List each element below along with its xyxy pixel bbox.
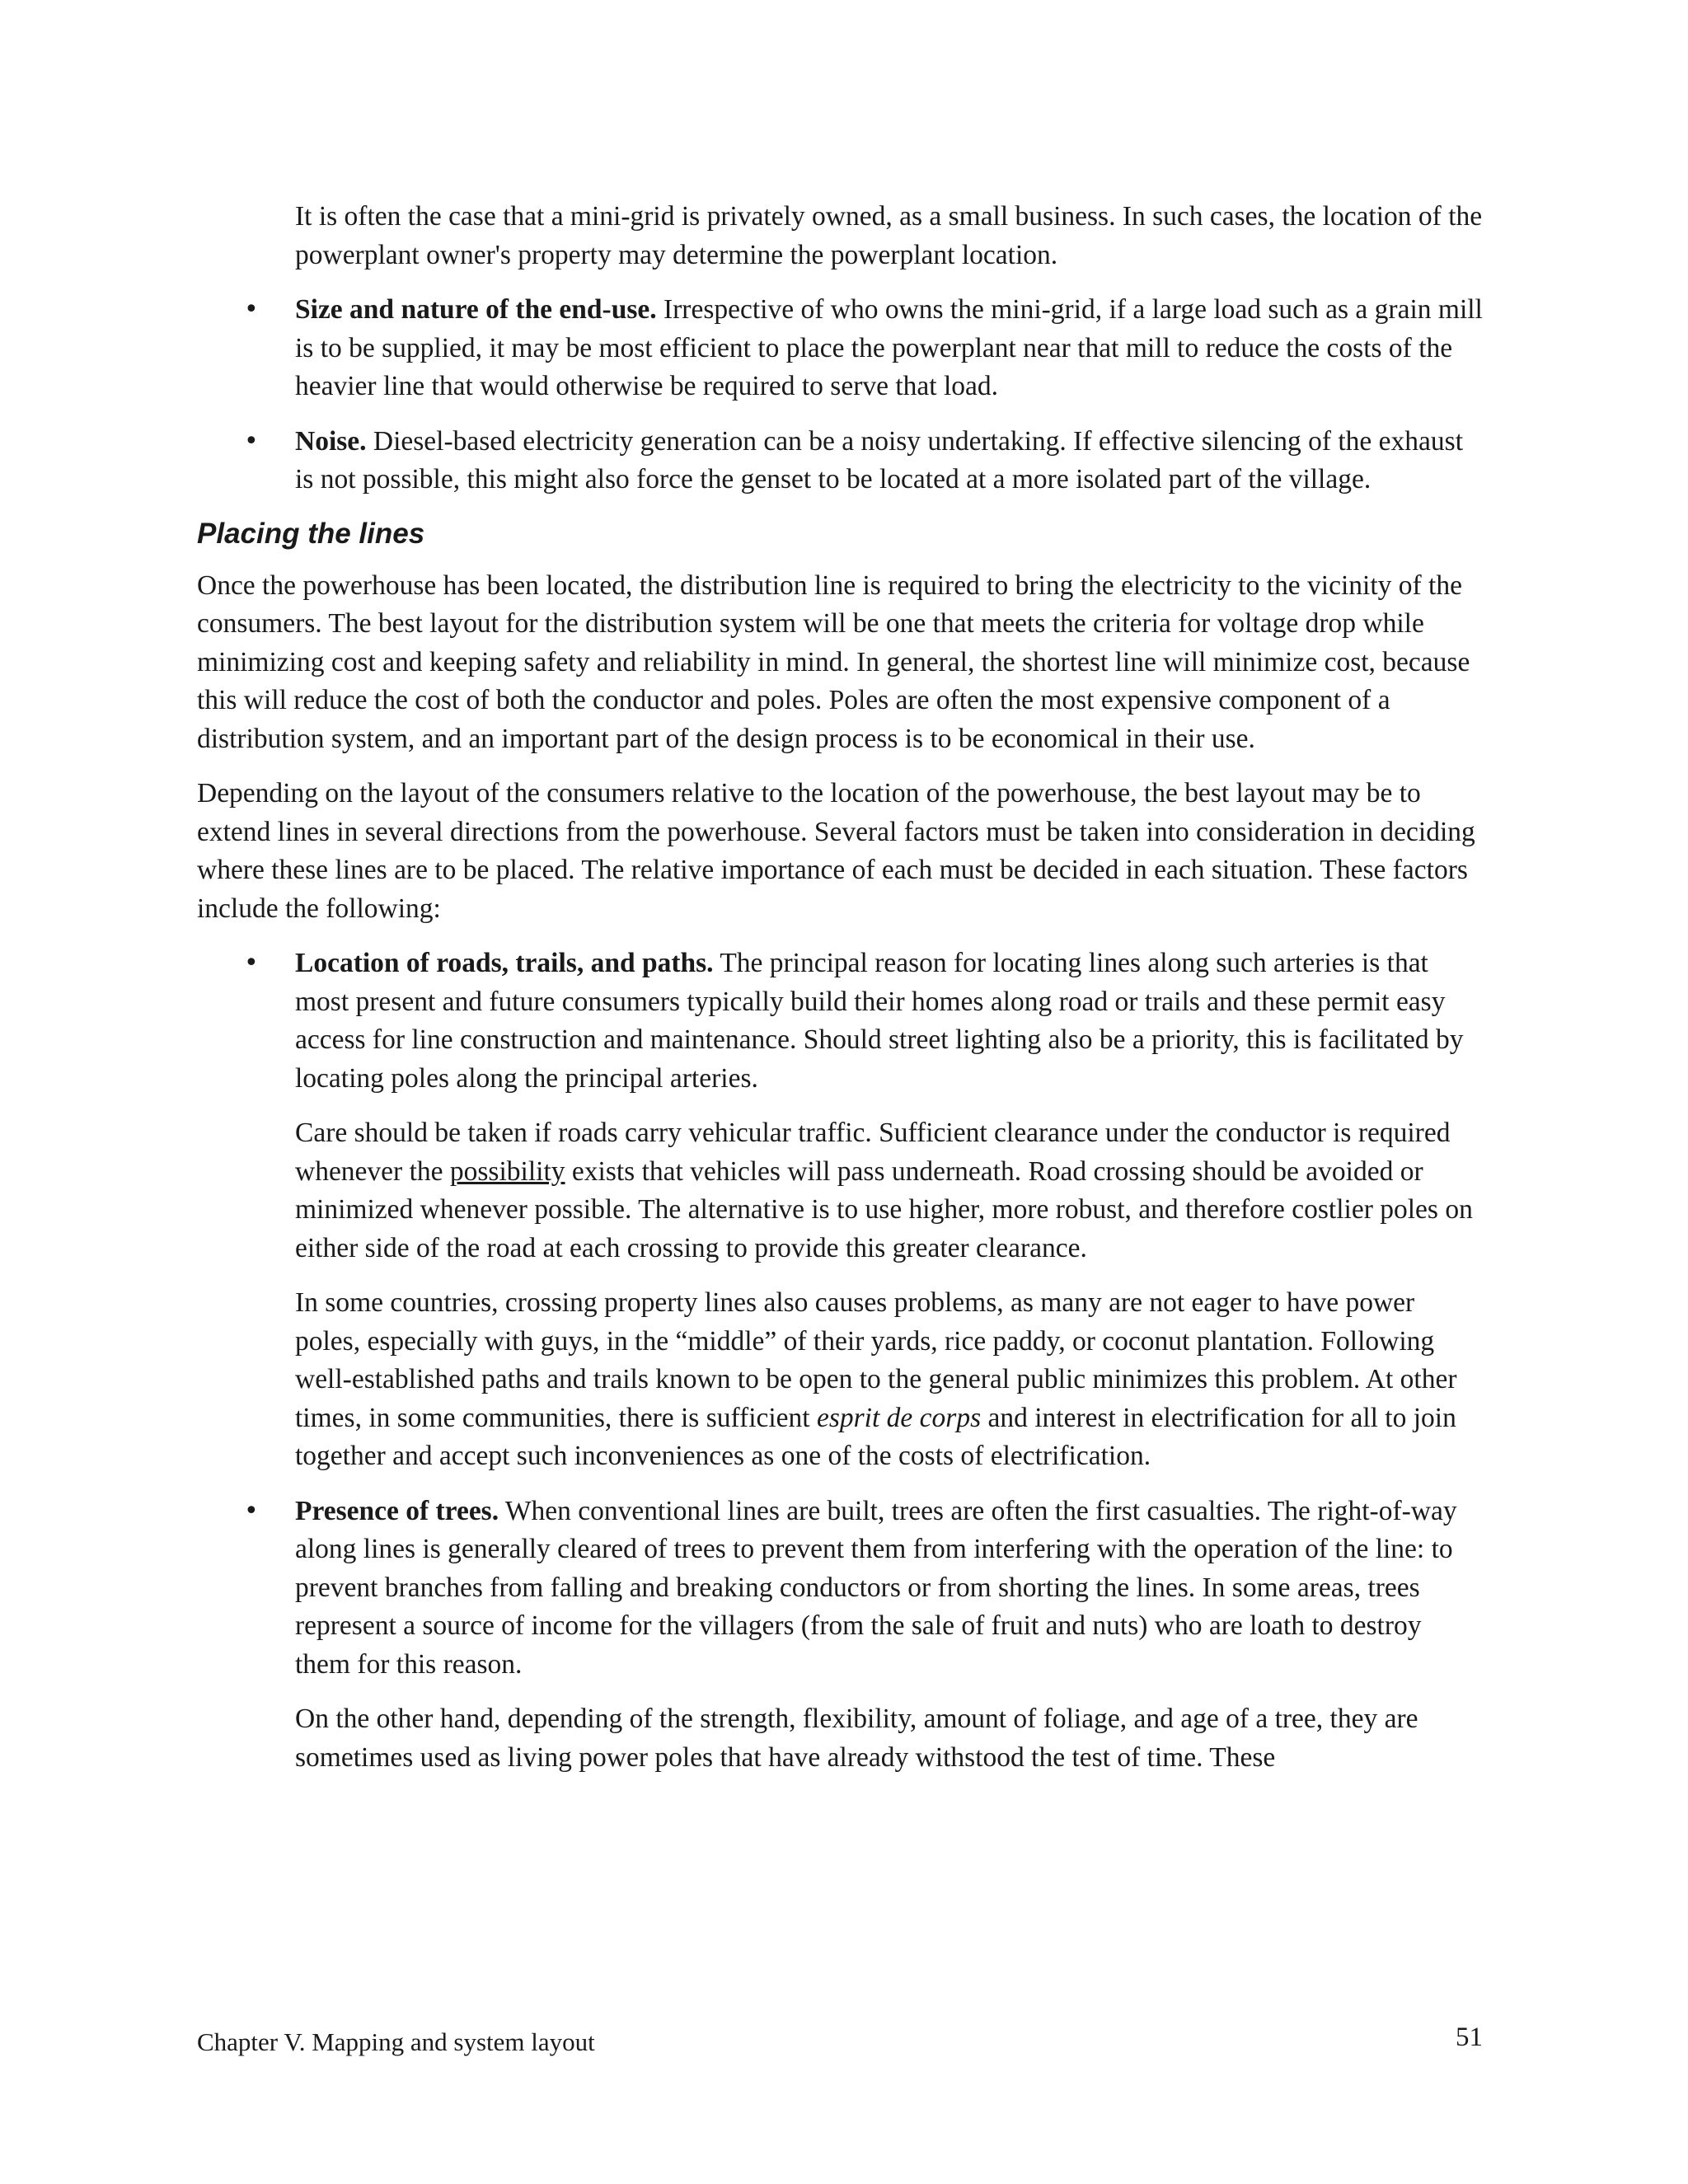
bullet-trees <box>244 1493 1483 1685</box>
bullet-title: Noise. <box>295 425 367 457</box>
bullet-marker: • <box>244 949 259 977</box>
paragraph-property <box>295 1284 1483 1476</box>
paragraph-text: Care should be taken if roads carry vehicular traffic. Sufficient clearance under the conductor is required whenever the <box>295 1118 1451 1187</box>
bullet-noise <box>244 423 1483 499</box>
paragraph-text: and interest in electrification for all to join together and accept such inconveniences as one of the costs of electrification. <box>295 1402 1456 1471</box>
paragraph-lines-1: Once the powerhouse has been located, the distribution line is required to bring the electricity to the vicinity of the consumers. The best layout for the distribution system will be one that meets the criteria for voltage drop while minimizing cost and keeping safety and reliability in mind. In general, the shortest line will minimize cost, because this will reduce the cost of both the conductor and poles. Poles are often the most expensive component of a distribution system, and an important part of the design process is to be economical in their use. <box>197 569 1470 754</box>
bullet-size-end-use <box>244 291 1483 406</box>
bullet-text: Diesel-based electricity generation can be a noisy undertaking. If effective silencing of the exhaust is not possible, this might also force the genset to be located at a more isolated part of the village. <box>295 425 1464 494</box>
bullet-title: Presence of trees. <box>295 1495 499 1526</box>
bullet-title: Size and nature of the end-use. <box>295 294 657 325</box>
bullet-marker: • <box>244 295 259 324</box>
paragraph-trees-2: On the other hand, depending of the strength, flexibility, amount of foliage, and age of a tree, they are sometimes used as living power poles that have already withstood the test of time. These <box>295 1704 1418 1773</box>
bullet-title: Location of roads, trails, and paths. <box>295 948 714 978</box>
paragraph-text: exists that vehicles will pass underneath. Road crossing should be avoided or minimized whenever possible. The alternative is to use higher, more robust, and therefore costlier poles on either side of the road at each crossing to provide this greater clearance. <box>295 1155 1473 1263</box>
paragraph-text: In some countries, crossing property lines also causes problems, as many are not eager to have power poles, especially with guys, in the “middle” of their yards, rice paddy, or coconut plantation. Following well-established paths and trails known to be open to the general public minimizes this problem. At other times, in some communities, there is sufficient <box>295 1287 1457 1433</box>
underlined-word: possibility <box>449 1155 565 1187</box>
page-body <box>197 198 1483 1793</box>
bullet-marker: • <box>244 1496 259 1526</box>
section-heading: Placing the lines <box>197 517 425 550</box>
page-number: 51 <box>1456 2022 1483 2052</box>
footer-chapter-title: Chapter V. Mapping and system layout <box>197 2027 595 2056</box>
bullet-text: Irrespective of who owns the mini-grid, if a large load such as a grain mill is to be supplied, it may be most efficient to place the powerplant near that mill to reduce the costs of the heavier line that would otherwise be required to serve that load. <box>295 294 1483 401</box>
paragraph-lines-2: Depending on the layout of the consumers relative to the location of the powerhouse, the best layout may be to extend lines in several directions from the powerhouse. Several factors must be taken into consideration in deciding where these lines are to be placed. The relative importance of each must be decided in each situation. These factors include the following: <box>197 778 1475 924</box>
bullet-text: When conventional lines are built, trees are often the first casualties. The right-of-way along lines is generally cleared of trees to prevent them from interfering with the operation of the line: to prevent branches from falling and breaking conductors or from shorting the lines. In some areas, trees represent a source of income for the villagers (from the sale of fruit and nuts) who are loath to destroy them for this reason. <box>295 1495 1457 1680</box>
bullet-marker: • <box>244 426 259 456</box>
paragraph-intro: It is often the case that a mini-grid is privately owned, as a small business. In such cases, the location of the powerplant owner's property may determine the powerplant location. <box>295 201 1483 270</box>
bullet-roads <box>244 944 1483 1098</box>
italic-phrase: esprit de corps <box>816 1402 982 1433</box>
paragraph-care <box>295 1114 1483 1268</box>
bullet-text: The principal reason for locating lines along such arteries is that most present and future consumers typically build their homes along road or trails and these permit easy access for line construction and maintenance. Should street lighting also be a priority, this is facilitated by locating poles along the principal arteries. <box>295 948 1464 1094</box>
